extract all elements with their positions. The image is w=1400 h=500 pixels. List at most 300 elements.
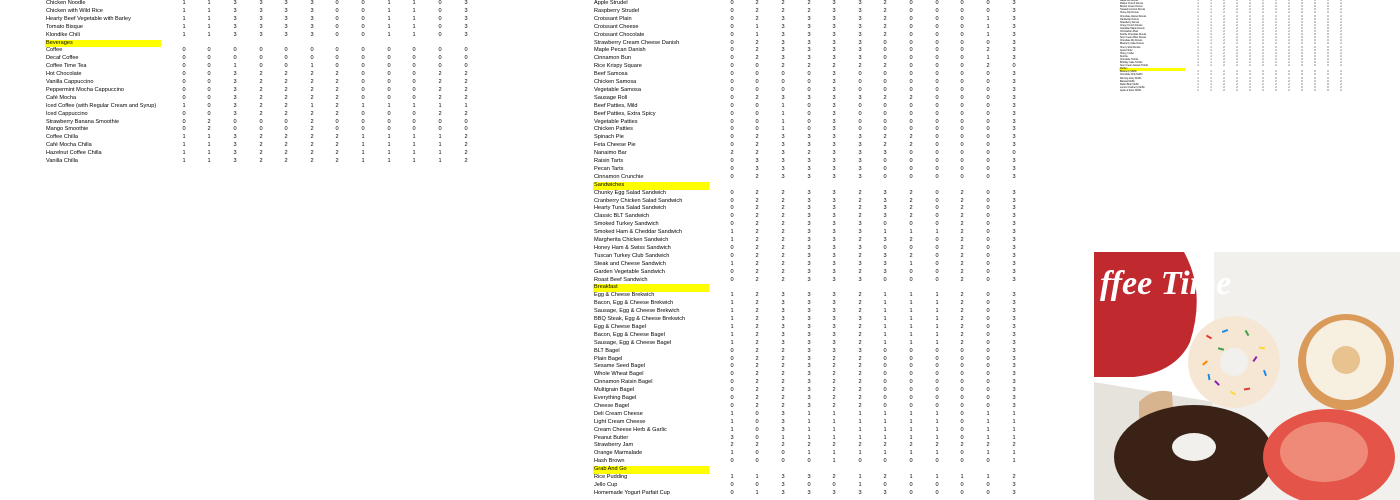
table-row bbox=[0, 158, 548, 166]
cell-value: 1 bbox=[1197, 43, 1199, 46]
cell-value: 3 bbox=[858, 489, 862, 496]
cell-value: 1 bbox=[986, 450, 990, 457]
cell-value: 0 bbox=[412, 55, 416, 62]
table-row bbox=[548, 442, 1094, 450]
cell-value: 2 bbox=[1275, 0, 1277, 2]
cell-value: 2 bbox=[755, 205, 759, 212]
cell-value: 1 bbox=[387, 158, 391, 164]
cell-value: 1 bbox=[1197, 6, 1199, 9]
cell-value: 2 bbox=[909, 142, 913, 149]
cell-value: 2 bbox=[310, 94, 314, 101]
cell-value: 2 bbox=[1223, 6, 1225, 9]
cell-value: 1 bbox=[909, 292, 913, 299]
cell-value: 2 bbox=[858, 395, 862, 401]
cell-value: 3 bbox=[807, 331, 811, 338]
cell-value: 2 bbox=[858, 442, 862, 449]
cell-value: 0 bbox=[438, 31, 442, 38]
cell-value: 2 bbox=[1262, 3, 1264, 6]
table-row bbox=[548, 363, 1094, 371]
cell-value: 0 bbox=[960, 395, 964, 401]
cell-value: 3 bbox=[1012, 300, 1016, 307]
cell-value: 2 bbox=[1236, 9, 1238, 12]
cell-value: 0 bbox=[935, 165, 939, 172]
cell-value: 1 bbox=[832, 450, 836, 457]
table-row bbox=[0, 63, 548, 71]
cell-value: 2 bbox=[1288, 83, 1290, 86]
cell-value: 0 bbox=[1301, 52, 1303, 55]
table-row bbox=[548, 87, 1094, 95]
cell-value: 0 bbox=[935, 173, 939, 180]
cell-value: 3 bbox=[832, 173, 836, 180]
cell-value: 3 bbox=[807, 387, 811, 394]
cell-value: 0 bbox=[1314, 21, 1316, 24]
item-name: Honey Cruller bbox=[1120, 52, 1135, 55]
item-name: Vanilla Dip Donuts bbox=[1120, 18, 1139, 21]
cell-value: 2 bbox=[755, 7, 759, 14]
cell-value: 3 bbox=[1012, 79, 1016, 85]
cell-value: 3 bbox=[259, 7, 263, 14]
cell-value: 2 bbox=[883, 7, 887, 14]
cell-value: 0 bbox=[986, 308, 990, 315]
cell-value: 2 bbox=[1275, 9, 1277, 12]
cell-value: 3 bbox=[807, 23, 811, 30]
cell-value: 2 bbox=[1262, 31, 1264, 33]
cell-value: 3 bbox=[1012, 308, 1016, 315]
cell-value: 1 bbox=[387, 134, 391, 141]
item-name: Birthday Cake Timbits bbox=[1120, 62, 1143, 64]
cell-value: 1 bbox=[1210, 24, 1212, 27]
table-row bbox=[548, 24, 1094, 32]
cell-value: 1 bbox=[730, 260, 734, 267]
cell-value: 1 bbox=[755, 23, 759, 30]
cell-value: 0 bbox=[1301, 37, 1303, 40]
table-row bbox=[0, 87, 548, 95]
item-name: Coffee Chilla bbox=[46, 134, 78, 141]
cell-value: 3 bbox=[233, 86, 237, 93]
chocolate-donut-hole bbox=[1172, 433, 1216, 461]
cell-value: 1 bbox=[986, 23, 990, 30]
cell-value: 2 bbox=[832, 379, 836, 386]
cell-value: 0 bbox=[935, 110, 939, 117]
cell-value: 0 bbox=[464, 118, 468, 125]
cell-value: 1 bbox=[1210, 40, 1212, 43]
cell-value: 3 bbox=[781, 142, 785, 149]
cell-value: 2 bbox=[755, 197, 759, 204]
cell-value: 0 bbox=[960, 158, 964, 164]
cell-value: 2 bbox=[883, 134, 887, 141]
cell-value: 3 bbox=[1012, 158, 1016, 164]
cell-value: 0 bbox=[1314, 40, 1316, 43]
donut-photo bbox=[1094, 252, 1400, 500]
item-name: Everything Bagel bbox=[594, 395, 637, 401]
cell-value: 0 bbox=[284, 47, 288, 54]
cell-value: 1 bbox=[935, 323, 939, 330]
cell-value: 0 bbox=[960, 418, 964, 425]
cell-value: 3 bbox=[233, 15, 237, 22]
item-name: Toasted Coconut Donuts bbox=[1120, 9, 1146, 12]
cell-value: 0 bbox=[883, 395, 887, 401]
cell-value: 2 bbox=[755, 0, 759, 6]
cell-value: 0 bbox=[1301, 9, 1303, 12]
table-row bbox=[0, 150, 548, 158]
cell-value: 2 bbox=[1249, 6, 1251, 9]
cell-value: 0 bbox=[807, 118, 811, 125]
item-name: Chicken with Wild Rice bbox=[46, 7, 103, 14]
cell-value: 3 bbox=[1012, 47, 1016, 54]
cell-value: 0 bbox=[730, 458, 734, 465]
cell-value: 1 bbox=[182, 15, 186, 22]
cell-value: 0 bbox=[1301, 34, 1303, 37]
cell-value: 2 bbox=[284, 142, 288, 149]
cell-value: 2 bbox=[755, 402, 759, 409]
cell-value: 2 bbox=[1262, 77, 1264, 80]
table-row bbox=[548, 490, 1094, 498]
cell-value: 2 bbox=[284, 71, 288, 78]
cell-value: 0 bbox=[1327, 31, 1329, 33]
table-row bbox=[548, 142, 1094, 150]
cell-value: 0 bbox=[755, 481, 759, 488]
cell-value: 2 bbox=[1249, 27, 1251, 30]
cell-value: 0 bbox=[1327, 27, 1329, 30]
cell-value: 3 bbox=[832, 323, 836, 330]
cell-value: 0 bbox=[335, 15, 339, 22]
cell-value: 2 bbox=[1275, 31, 1277, 33]
cell-value: 1 bbox=[883, 418, 887, 425]
cell-value: 1 bbox=[858, 410, 862, 417]
cell-value: 3 bbox=[832, 158, 836, 164]
cell-value: 3 bbox=[807, 244, 811, 251]
cell-value: 2 bbox=[1223, 0, 1225, 2]
cell-value: 1 bbox=[832, 426, 836, 433]
cell-value: 0 bbox=[755, 110, 759, 117]
cell-value: 2 bbox=[781, 205, 785, 212]
cell-value: 0 bbox=[412, 79, 416, 85]
cell-value: 0 bbox=[1327, 12, 1329, 15]
cell-value: 0 bbox=[387, 79, 391, 85]
cell-value: 1 bbox=[909, 426, 913, 433]
cell-value: 2 bbox=[1340, 21, 1342, 24]
cell-value: 2 bbox=[207, 126, 211, 133]
cell-value: 2 bbox=[781, 387, 785, 394]
cell-value: 0 bbox=[807, 79, 811, 85]
cell-value: 3 bbox=[233, 94, 237, 101]
item-name: Chocolate Chip Muffin bbox=[1120, 74, 1143, 77]
cell-value: 1 bbox=[207, 23, 211, 30]
cell-value: 3 bbox=[1012, 213, 1016, 220]
cell-value: 0 bbox=[755, 434, 759, 441]
cell-value: 0 bbox=[755, 63, 759, 70]
cell-value: 3 bbox=[284, 31, 288, 38]
cell-value: 3 bbox=[832, 102, 836, 109]
cell-value: 1 bbox=[883, 410, 887, 417]
item-name: Chocolate Dip Donuts bbox=[1120, 40, 1143, 43]
cell-value: 3 bbox=[1012, 165, 1016, 172]
cell-value: 0 bbox=[1327, 0, 1329, 2]
cell-value: 0 bbox=[412, 118, 416, 125]
item-name: Vanilla Chilla bbox=[46, 158, 78, 164]
cell-value: 0 bbox=[284, 118, 288, 125]
cell-value: 3 bbox=[832, 47, 836, 54]
cell-value: 0 bbox=[1314, 83, 1316, 86]
cell-value: 0 bbox=[730, 244, 734, 251]
cell-value: 3 bbox=[858, 276, 862, 283]
cell-value: 0 bbox=[233, 118, 237, 125]
cell-value: 3 bbox=[832, 7, 836, 14]
cell-value: 3 bbox=[781, 94, 785, 101]
cell-value: 0 bbox=[730, 7, 734, 14]
cell-value: 2 bbox=[755, 173, 759, 180]
cell-value: 0 bbox=[986, 150, 990, 157]
item-name: Multigrain Bagel bbox=[594, 387, 635, 394]
cell-value: 1 bbox=[182, 7, 186, 14]
cell-value: 0 bbox=[1301, 31, 1303, 33]
cell-value: 0 bbox=[909, 371, 913, 378]
cell-value: 2 bbox=[858, 268, 862, 275]
cell-value: 3 bbox=[781, 15, 785, 22]
cell-value: 2 bbox=[960, 229, 964, 236]
table-row bbox=[0, 32, 548, 40]
cell-value: 2 bbox=[883, 142, 887, 149]
cell-value: 0 bbox=[1301, 3, 1303, 6]
cell-value: 2 bbox=[1288, 65, 1290, 68]
cell-value: 3 bbox=[1012, 355, 1016, 362]
cell-value: 2 bbox=[1249, 0, 1251, 2]
cell-value: 1 bbox=[832, 410, 836, 417]
table-row bbox=[548, 379, 1094, 387]
cell-value: 1 bbox=[832, 434, 836, 441]
cell-value: 0 bbox=[361, 94, 365, 101]
table-row bbox=[548, 134, 1094, 142]
cell-value: 0 bbox=[986, 339, 990, 346]
cell-value: 2 bbox=[1223, 12, 1225, 15]
cell-value: 2 bbox=[960, 213, 964, 220]
cell-value: 2 bbox=[909, 213, 913, 220]
cell-value: 3 bbox=[1012, 244, 1016, 251]
cell-value: 0 bbox=[387, 94, 391, 101]
cell-value: 3 bbox=[883, 252, 887, 259]
table-row bbox=[548, 277, 1094, 285]
item-name: Café Mocha bbox=[46, 94, 77, 101]
cell-value: 2 bbox=[832, 363, 836, 370]
cell-value: 1 bbox=[935, 229, 939, 236]
cell-value: 3 bbox=[807, 339, 811, 346]
cell-value: 0 bbox=[986, 102, 990, 109]
cell-value: 1 bbox=[909, 450, 913, 457]
cell-value: 0 bbox=[1327, 89, 1329, 92]
cell-value: 1 bbox=[1012, 450, 1016, 457]
cell-value: 2 bbox=[1223, 71, 1225, 74]
cell-value: 3 bbox=[832, 189, 836, 196]
cell-value: 0 bbox=[1301, 40, 1303, 43]
cell-value: 3 bbox=[858, 347, 862, 354]
cell-value: 2 bbox=[1288, 55, 1290, 58]
item-name: Café Mocha Chilla bbox=[46, 142, 92, 149]
item-name: Cranberry Chicken Salad Sandwich bbox=[594, 197, 683, 204]
cell-value: 3 bbox=[807, 197, 811, 204]
item-name: Smoked Ham & Cheddar Sandwich bbox=[594, 229, 682, 236]
cell-value: 0 bbox=[935, 23, 939, 30]
cell-value: 0 bbox=[858, 126, 862, 133]
cell-value: 0 bbox=[730, 79, 734, 85]
cell-value: 2 bbox=[1275, 80, 1277, 83]
cell-value: 2 bbox=[1236, 12, 1238, 15]
cell-value: 1 bbox=[207, 142, 211, 149]
cell-value: 1 bbox=[182, 142, 186, 149]
cell-value: 1 bbox=[412, 142, 416, 149]
cell-value: 0 bbox=[909, 71, 913, 78]
item-name: Chocolate Timbits bbox=[1120, 58, 1139, 61]
cell-value: 0 bbox=[935, 379, 939, 386]
cell-value: 0 bbox=[960, 173, 964, 180]
cell-value: 2 bbox=[960, 221, 964, 228]
cell-value: 3 bbox=[233, 7, 237, 14]
cell-value: 3 bbox=[883, 260, 887, 267]
cell-value: 0 bbox=[335, 63, 339, 70]
cell-value: 3 bbox=[807, 142, 811, 149]
cell-value: 3 bbox=[233, 158, 237, 164]
cell-value: 2 bbox=[1223, 31, 1225, 33]
cell-value: 2 bbox=[858, 355, 862, 362]
table-row bbox=[548, 221, 1094, 229]
cell-value: 1 bbox=[807, 450, 811, 457]
cell-value: 1 bbox=[1210, 52, 1212, 55]
cell-value: 0 bbox=[960, 371, 964, 378]
cell-value: 2 bbox=[1249, 31, 1251, 33]
cell-value: 2 bbox=[1340, 6, 1342, 9]
cell-value: 2 bbox=[284, 158, 288, 164]
cell-value: 0 bbox=[935, 86, 939, 93]
cell-value: 3 bbox=[1012, 94, 1016, 101]
cell-value: 0 bbox=[730, 142, 734, 149]
cell-value: 2 bbox=[755, 316, 759, 322]
cell-value: 2 bbox=[1262, 52, 1264, 55]
cell-value: 2 bbox=[1236, 27, 1238, 30]
cell-value: 1 bbox=[361, 142, 365, 149]
cell-value: 3 bbox=[1012, 71, 1016, 78]
item-name: Steak and Cheese Sandwich bbox=[594, 260, 666, 267]
cell-value: 0 bbox=[935, 7, 939, 14]
cell-value: 3 bbox=[832, 197, 836, 204]
cell-value: 3 bbox=[781, 418, 785, 425]
cell-value: 2 bbox=[1223, 46, 1225, 49]
item-name: Strawberry Jam bbox=[594, 442, 634, 449]
cell-value: 2 bbox=[1288, 77, 1290, 80]
table-row bbox=[548, 158, 1094, 166]
cell-value: 0 bbox=[207, 102, 211, 109]
cell-value: 3 bbox=[1012, 371, 1016, 378]
cell-value: 2 bbox=[335, 110, 339, 117]
cell-value: 3 bbox=[807, 173, 811, 180]
cell-value: 0 bbox=[1012, 63, 1016, 70]
cell-value: 0 bbox=[412, 110, 416, 117]
cell-value: 2 bbox=[1262, 9, 1264, 12]
cell-value: 1 bbox=[935, 300, 939, 307]
cell-value: 2 bbox=[1340, 12, 1342, 15]
cell-value: 0 bbox=[1327, 49, 1329, 52]
cell-value: 2 bbox=[858, 308, 862, 315]
cell-value: 0 bbox=[960, 426, 964, 433]
cell-value: 0 bbox=[960, 55, 964, 62]
item-name: Smoked Turkey Sandwich bbox=[594, 221, 659, 228]
cell-value: 1 bbox=[1197, 86, 1199, 89]
cell-value: 0 bbox=[335, 31, 339, 38]
cell-value: 0 bbox=[858, 118, 862, 125]
cell-value: 2 bbox=[1249, 55, 1251, 58]
cell-value: 2 bbox=[1288, 74, 1290, 77]
cell-value: 2 bbox=[1340, 0, 1342, 2]
cell-value: 1 bbox=[781, 102, 785, 109]
cell-value: 0 bbox=[909, 23, 913, 30]
cell-value: 1 bbox=[1197, 62, 1199, 64]
item-name: Bacon, Egg & Cheese Bagel bbox=[594, 331, 665, 338]
cell-value: 0 bbox=[464, 126, 468, 133]
cell-value: 3 bbox=[781, 55, 785, 62]
cell-value: 3 bbox=[858, 158, 862, 164]
cell-value: 3 bbox=[807, 379, 811, 386]
cell-value: 0 bbox=[730, 63, 734, 70]
cell-value: 2 bbox=[755, 260, 759, 267]
cell-value: 2 bbox=[464, 158, 468, 164]
cell-value: 0 bbox=[986, 118, 990, 125]
cell-value: 0 bbox=[960, 39, 964, 46]
cell-value: 3 bbox=[1012, 363, 1016, 370]
cell-value: 2 bbox=[781, 237, 785, 243]
cell-value: 1 bbox=[807, 434, 811, 441]
cell-value: 0 bbox=[1327, 24, 1329, 27]
cell-value: 0 bbox=[1314, 46, 1316, 49]
cell-value: 2 bbox=[1249, 80, 1251, 83]
cell-value: 2 bbox=[1340, 62, 1342, 64]
cell-value: 3 bbox=[807, 402, 811, 409]
table-row bbox=[548, 119, 1094, 127]
cell-value: 3 bbox=[310, 23, 314, 30]
cell-value: 2 bbox=[755, 237, 759, 243]
cell-value: 0 bbox=[1327, 34, 1329, 37]
cell-value: 3 bbox=[259, 15, 263, 22]
cell-value: 3 bbox=[832, 126, 836, 133]
cell-value: 0 bbox=[960, 347, 964, 354]
cell-value: 0 bbox=[1327, 3, 1329, 6]
item-name: Light Cream Cheese bbox=[594, 418, 646, 425]
cell-value: 2 bbox=[1340, 34, 1342, 37]
table-row bbox=[548, 95, 1094, 103]
cell-value: 0 bbox=[730, 268, 734, 275]
item-name: Blueberry Muffin bbox=[1120, 71, 1137, 74]
cell-value: 2 bbox=[1288, 18, 1290, 21]
cell-value: 0 bbox=[1327, 40, 1329, 43]
cell-value: 3 bbox=[1012, 110, 1016, 117]
table-row bbox=[548, 55, 1094, 63]
cell-value: 0 bbox=[960, 450, 964, 457]
cell-value: 2 bbox=[858, 189, 862, 196]
item-name: Croissant Cheese bbox=[594, 23, 639, 30]
cell-value: 2 bbox=[1262, 83, 1264, 86]
cell-value: 1 bbox=[387, 150, 391, 157]
item-name: Vanilla Cappuccino bbox=[46, 79, 94, 85]
cell-value: 0 bbox=[207, 86, 211, 93]
cell-value: 1 bbox=[1197, 74, 1199, 77]
cell-value: 2 bbox=[438, 79, 442, 85]
table-row bbox=[548, 40, 1094, 48]
cell-value: 0 bbox=[207, 79, 211, 85]
cell-value: 0 bbox=[935, 371, 939, 378]
table-row bbox=[0, 79, 548, 87]
cell-value: 0 bbox=[1301, 83, 1303, 86]
cell-value: 2 bbox=[960, 276, 964, 283]
item-name: BBQ Steak, Egg & Cheese Brekwich bbox=[594, 316, 686, 322]
cell-value: 2 bbox=[1262, 18, 1264, 21]
cell-value: 2 bbox=[310, 150, 314, 157]
